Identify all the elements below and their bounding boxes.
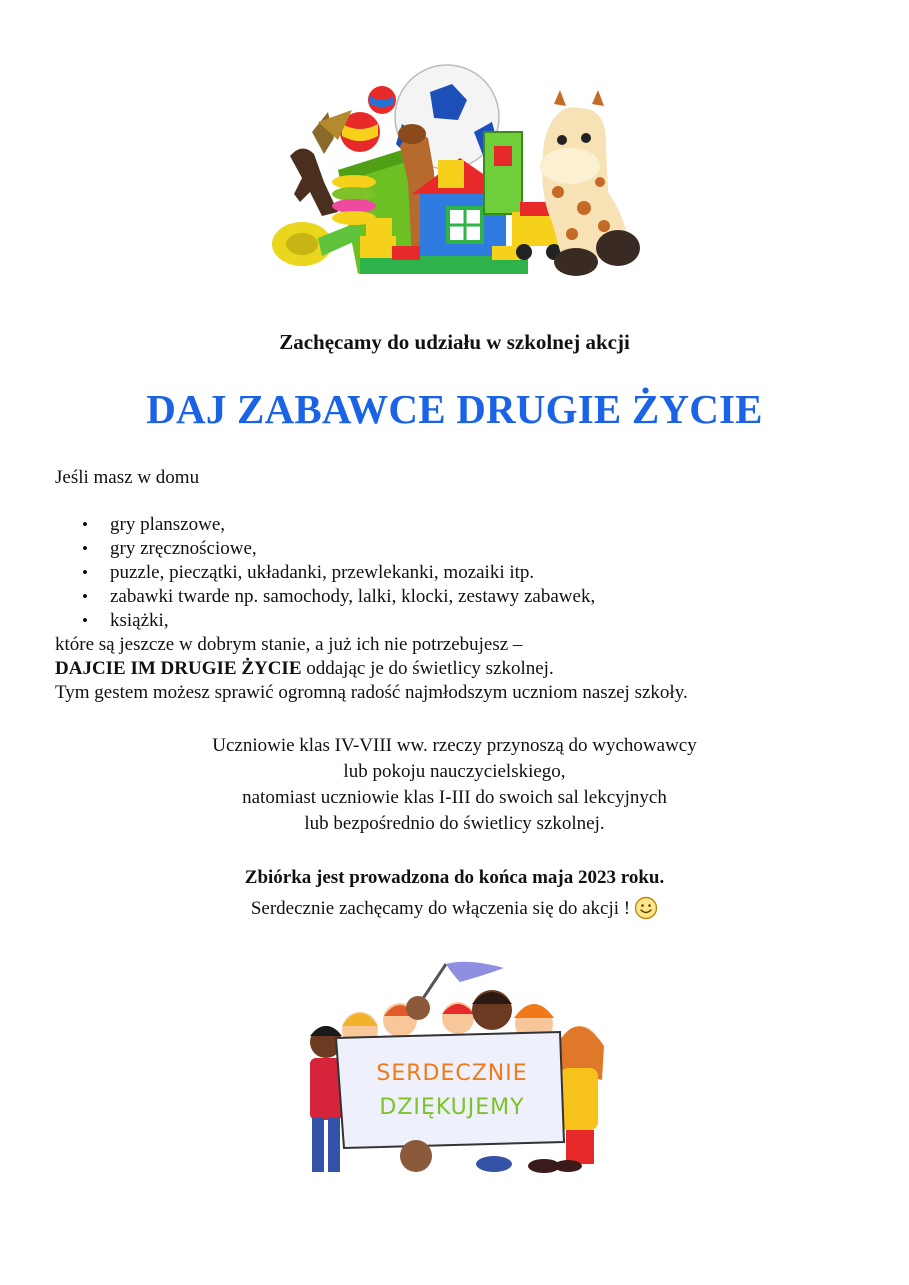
page-title: DAJ ZABAWCE DRUGIE ŻYCIE: [146, 386, 763, 432]
list-item: • gry zręcznościowe,: [0, 537, 595, 561]
intro-text: Jeśli masz w domu: [55, 467, 200, 488]
instruction-line: Uczniowie klas IV-VIII ww. rzeczy przynoszą do wychowawcy: [212, 735, 697, 756]
paragraph-line-3: Tym gestem możesz sprawić ogromną radość najmłodszym uczniom naszej szkoły.: [55, 682, 688, 703]
kids-banner-illustration: [298, 960, 610, 1178]
paragraph-line-2-rest: oddając je do świetlicy szkolnej.: [301, 658, 554, 679]
items-list: [0, 513, 595, 633]
list-item: • zabawki twarde np. samochody, lalki, klocki, zestawy zabawek,: [0, 585, 595, 609]
instruction-line: lub pokoju nauczycielskiego,: [343, 761, 566, 782]
list-item: • gry planszowe,: [0, 513, 595, 537]
toy-box-icon: [484, 132, 522, 214]
paragraph-line-1: które są jeszcze w dobrym stanie, a już ich nie potrzebujesz –: [55, 634, 523, 655]
invite-line: [0, 896, 909, 920]
list-item: • książki,: [0, 609, 595, 633]
striped-ball-icon: [340, 86, 396, 152]
trumpet-toy-icon: [272, 222, 362, 266]
paragraph-line-2: [55, 657, 688, 681]
slogan-bold: DAJCIE IM DRUGIE ŻYCIE: [55, 658, 302, 679]
instructions-block: [0, 733, 909, 837]
instruction-line: natomiast uczniowie klas I-III do swoich sal lekcyjnych: [242, 787, 667, 808]
sign-line-1: SERDECZNIE: [376, 1061, 528, 1086]
list-item: • puzzle, pieczątki, układanki, przewlekanki, mozaiki itp.: [0, 561, 595, 585]
smiley-face-icon: [634, 896, 658, 920]
subtitle: Zachęcamy do udziału w szkolnej akcji: [279, 330, 630, 354]
toys-illustration: [262, 62, 646, 294]
invite-text: Serdecznie zachęcamy do włączenia się do akcji !: [250, 898, 631, 919]
sign-line-2: DZIĘKUJEMY: [379, 1095, 525, 1120]
thank-you-sign: [336, 1032, 564, 1148]
description-paragraph: [55, 633, 688, 705]
instruction-line: lub bezpośrednio do świetlicy szkolnej.: [304, 813, 605, 834]
deadline-text: Zbiórka jest prowadzona do końca maja 2023 roku.: [244, 867, 665, 888]
